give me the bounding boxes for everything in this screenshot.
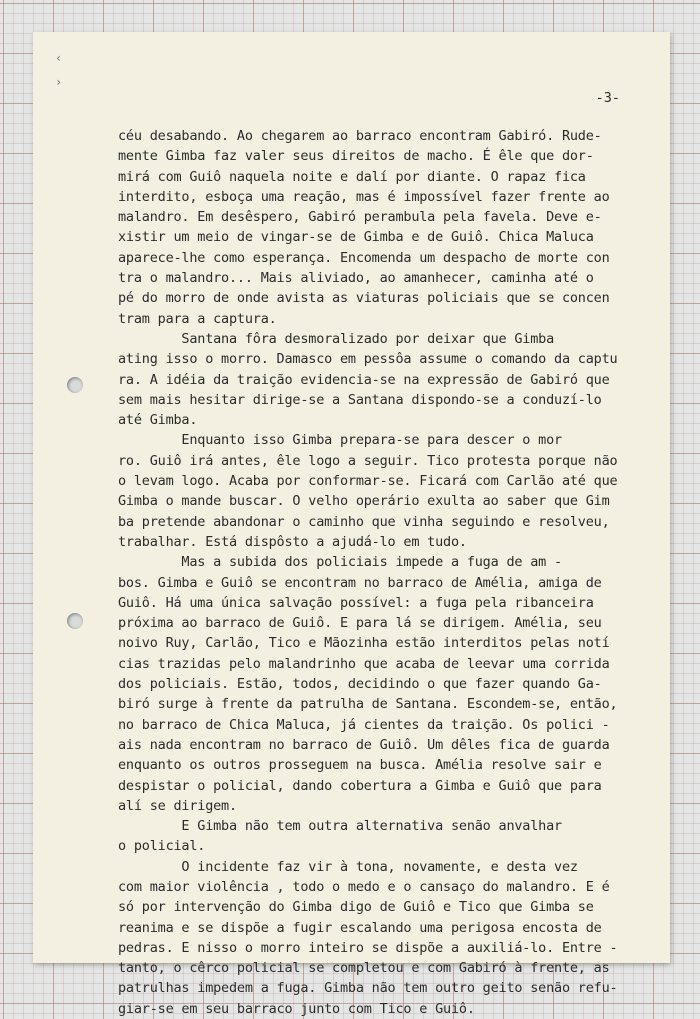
typewritten-page xyxy=(33,32,670,1017)
text-line: patrulhas impedem a fuga. Gimba não tem outro geito senão refu- xyxy=(118,980,618,997)
pencil-mark: › xyxy=(55,75,63,89)
text-line: céu desabando. Ao chegarem ao barraco encontram Gabiró. Rude- xyxy=(118,128,602,144)
text-line: Gimba o mande buscar. O velho operário exulta ao saber que Gim xyxy=(118,493,610,510)
text-line: ba pretende abandonar o caminho que vinha seguindo e resolveu, xyxy=(118,513,610,530)
text-line: O incidente faz vir à tona, novamente, e desta vez xyxy=(118,858,578,875)
text-line: o policial. xyxy=(118,838,206,855)
text-line: despistar o policial, dando cobertura a Gimba e Guiô que para xyxy=(118,777,602,794)
text-line: trabalhar. Está dispôsto a ajudá-lo em tudo. xyxy=(118,533,467,550)
text-line: próxima ao barraco de Guiô. E para lá se dirigem. Amélia, seu xyxy=(118,615,602,632)
document-body xyxy=(118,126,618,1019)
punch-hole xyxy=(67,613,83,629)
text-line: pé do morro de onde avista as viaturas policiais que se concen xyxy=(118,290,610,307)
text-line: E Gimba não tem outra alternativa senão anvalhar xyxy=(118,818,562,835)
punch-hole xyxy=(67,377,83,393)
text-line: biró surge à frente da patrulha de Santana. Escondem-se, então, xyxy=(118,696,618,713)
text-line: bos. Gimba e Guiô se encontram no barraco de Amélia, amiga de xyxy=(118,574,602,591)
text-line: com maior violência , todo o medo e o cansaço do malandro. E é xyxy=(118,878,610,895)
text-line: só por intervenção do Gimba digo de Guiô e Tico que Gimba se xyxy=(118,899,594,916)
text-line: alí se dirigem. xyxy=(118,797,237,814)
text-line: ating isso o morro. Damasco em pessôa assume o comando da captu xyxy=(118,351,618,368)
text-line: noivo Ruy, Carlão, Tico e Mãozinha estão interditos pelas notí xyxy=(118,635,610,652)
text-line: reanima e se dispõe a fugir escalando uma perigosa encosta de xyxy=(118,919,602,936)
text-line: Guiô. Há uma única salvação possível: a fuga pela ribanceira xyxy=(118,594,594,611)
text-line: malandro. Em desêspero, Gabiró perambula pela favela. Deve e- xyxy=(118,209,602,226)
text-line: enquanto os outros prosseguem na busca. Amélia resolve sair e xyxy=(118,757,602,774)
text-line: interdito, esboça uma reação, mas é impossível fazer frente ao xyxy=(118,188,610,205)
text-line: ro. Guiô irá antes, êle logo a seguir. Tico protesta porque não xyxy=(118,452,618,469)
text-line: até Gimba. xyxy=(118,412,198,429)
pencil-mark: ‹ xyxy=(55,51,63,65)
text-line: no barraco de Chica Maluca, já cientes da traição. Os polici - xyxy=(118,716,610,733)
text-line: cias trazidas pelo malandrinho que acaba de leevar uma corrida xyxy=(118,655,610,672)
text-line: tra o malandro... Mais aliviado, ao amanhecer, caminha até o xyxy=(118,270,594,287)
text-line: tram para a captura. xyxy=(118,310,277,327)
text-line: Enquanto isso Gimba prepara-se para descer o mor xyxy=(118,432,562,449)
text-line: ra. A idéia da traição evidencia-se na expressão de Gabiró que xyxy=(118,371,610,388)
page-number: -3- xyxy=(595,90,620,106)
text-line: mente Gimba faz valer seus direitos de macho. É êle que dor- xyxy=(118,148,594,165)
text-line: giar-se em seu barraco junto com Tico e Guiô. xyxy=(118,1000,475,1017)
text-line: pedras. E nisso o morro inteiro se dispõe a auxiliá-lo. Entre - xyxy=(118,939,618,956)
text-line: mirá com Guiô naquela noite e dalí por diante. O rapaz fica xyxy=(118,168,586,185)
text-line: tanto, o cêrco policial se completou e com Gabiró à frente, as xyxy=(118,960,610,977)
text-line: sem mais hesitar dirige-se a Santana dispondo-se a conduzí-lo xyxy=(118,391,602,408)
text-line: xistir um meio de vingar-se de Gimba e de Guiô. Chica Maluca xyxy=(118,229,594,246)
text-line: Santana fôra desmoralizado por deixar que Gimba xyxy=(118,330,555,347)
text-line: aparece-lhe como esperança. Encomenda um despacho de morte con xyxy=(118,249,610,266)
text-line: ais nada encontram no barraco de Guiô. Um dêles fica de guarda xyxy=(118,736,610,753)
text-line: o levam logo. Acaba por conformar-se. Ficará com Carlão até que xyxy=(118,473,618,490)
text-line: Mas a subida dos policiais impede a fuga de am - xyxy=(118,554,562,571)
text-line: dos policiais. Estão, todos, decidindo o que fazer quando Ga- xyxy=(118,676,602,693)
